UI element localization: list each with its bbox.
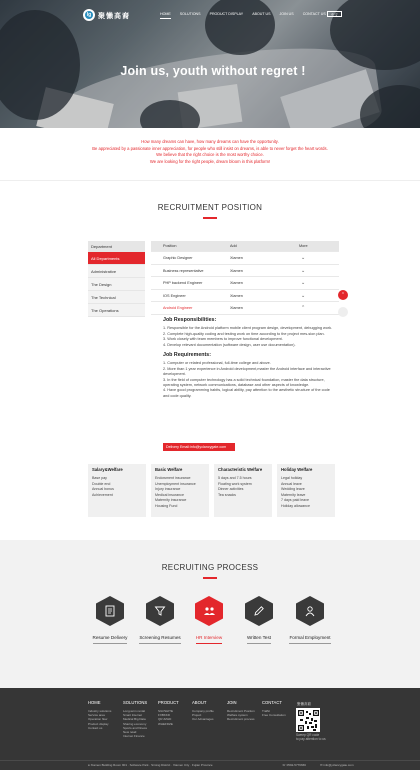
step-label: HR Interview	[196, 635, 222, 644]
position-name: IOS Engineer	[163, 293, 186, 298]
position-name: PHP backend Engineer	[163, 281, 203, 285]
col-position: Position	[163, 244, 177, 248]
intro-text	[0, 139, 420, 165]
step-written-test[interactable]	[233, 596, 285, 644]
welfare-item: Annual leave	[281, 481, 302, 486]
footer-link[interactable]: Smart Internet	[123, 713, 143, 718]
step-label: Written Test	[247, 635, 271, 644]
step-label: Formal Employment	[289, 635, 330, 644]
top-navigation	[0, 0, 420, 30]
footer-link[interactable]: Project	[192, 713, 202, 718]
intro-line: How many dreams can have, how many dreams can have the opportunity.	[141, 139, 279, 144]
footer-col-title[interactable]: CONTACT	[262, 700, 282, 705]
footer-link[interactable]: Company profile	[192, 709, 214, 713]
dept-operations[interactable]: The Operations	[88, 304, 145, 317]
job-detail-panel	[163, 318, 335, 399]
footer-link[interactable]: Welfare system	[227, 713, 248, 718]
menu-solutions[interactable]: SOLUTIONS	[179, 12, 201, 16]
phone-text: 0592-5776666	[286, 763, 306, 767]
col-more: More	[299, 244, 308, 248]
responsibility-item: 3. Work closely with team members to improve functional development.	[163, 337, 283, 342]
step-label: Screening Resumes	[139, 635, 180, 644]
interview-icon	[195, 596, 223, 626]
welfare-item: Legal holiday	[281, 476, 303, 480]
position-name: Android Engineer	[163, 306, 193, 310]
footer-col-title[interactable]: HOME	[88, 700, 101, 705]
footer-link[interactable]: WHEFDZE	[158, 721, 173, 726]
requirement-item: 4. Have good programming habits, logical ability, pay attention to the aesthetic structure of the code and code quality.	[163, 388, 330, 398]
chevron-down-icon[interactable]: ⌄	[301, 280, 306, 286]
footer-link[interactable]: Long-term rental	[123, 709, 146, 713]
footer-link[interactable]: New retail	[123, 730, 137, 735]
language-switch[interactable]: 中文	[327, 11, 342, 17]
address-text: Xiamen Building Room 901 · Software Park · Siming District · Xiamen City · Fujian Province	[90, 763, 213, 767]
dept-technical[interactable]: The Technical	[88, 291, 145, 304]
footer-link[interactable]: Operation flow	[88, 717, 108, 722]
position-location: Xiamen	[230, 256, 243, 260]
footer-link[interactable]: Free Consultation	[262, 713, 286, 718]
welfare-item: 7 days paid leave	[281, 498, 309, 502]
footer-link[interactable]: Internet Finance	[123, 734, 145, 739]
footer-phone	[282, 763, 306, 767]
footer-col-join	[227, 700, 255, 722]
process-title-text: RECRUITING PROCESS	[161, 563, 259, 572]
footer-address	[88, 763, 213, 767]
footer-link[interactable]: Sharing economy	[123, 721, 147, 726]
welfare-item: Dinner activities	[218, 487, 244, 491]
main-menu	[160, 12, 335, 19]
delivery-email-button[interactable]: Delivery Email:info@yclancygate.com	[163, 443, 235, 451]
step-resume-delivery[interactable]	[84, 596, 136, 644]
location-icon: ●	[88, 763, 90, 767]
requirement-item: 2. More than 1 year experience in Android development,master the Android interface and interactive development.	[163, 366, 331, 377]
menu-contact-us[interactable]: CONTACT US	[302, 12, 326, 16]
position-name: Business representative	[163, 268, 204, 273]
requirements-heading: Job Requirements:	[163, 352, 211, 359]
chevron-down-icon[interactable]: ⌄	[301, 292, 306, 299]
footer-col-title[interactable]: ABOUT	[192, 700, 207, 705]
menu-home[interactable]: HOME	[160, 12, 171, 19]
welfare-card-holiday	[277, 464, 335, 517]
qr-caption	[296, 733, 326, 741]
menu-join-us[interactable]: JOIN US	[279, 12, 294, 16]
footer-link[interactable]: Sports and fitness	[123, 725, 148, 730]
footer-col-home	[88, 700, 111, 730]
position-table-header	[151, 241, 339, 252]
float-placeholder[interactable]	[338, 307, 348, 317]
qr-code-icon	[296, 708, 320, 732]
recruitment-title-text: RECRUITMENT POSITION	[157, 203, 263, 212]
welfare-item: Achievement	[92, 492, 113, 497]
footer-col-title[interactable]: PRODUCT	[158, 700, 179, 705]
chevron-down-icon[interactable]: ⌄	[301, 267, 306, 274]
intro-line: Be appreciated by a passionate inner appreciation, for people who still insist on dreams, is able to never forget the heart words.	[92, 145, 328, 151]
welfare-item: Tea snacks	[218, 492, 236, 497]
intro-line: We believe that the right choice is the most worthy choice.	[156, 152, 264, 157]
step-label: Resume Delivery	[93, 635, 128, 644]
footer-link[interactable]: Recruitment process	[227, 717, 255, 722]
phone-icon: ☏	[282, 763, 286, 767]
welfare-item: Base pay	[92, 476, 107, 480]
welfare-card-basic	[151, 464, 209, 517]
welfare-title: Basic Welfare	[155, 467, 183, 472]
position-name: Graphic Designer	[163, 256, 193, 260]
dept-design[interactable]: The Design	[88, 278, 145, 291]
footer-col-title[interactable]: SOLUTIONS	[123, 700, 148, 705]
position-row[interactable]	[151, 277, 339, 290]
footer-link[interactable]: QR ZZHD	[158, 717, 172, 722]
position-row[interactable]	[151, 265, 339, 278]
responsibility-item: 4. Develop relevant documentation (software design, user use documentation).	[163, 342, 296, 347]
position-location: Xiamen	[230, 293, 243, 298]
footer-link[interactable]: Service area	[88, 713, 105, 718]
welfare-item: Housing Fund	[155, 503, 178, 508]
welfare-item: Injury insurance	[155, 487, 181, 491]
footer-link[interactable]: SILI/SHITE	[158, 709, 174, 713]
company-logo[interactable]: lg	[83, 9, 95, 21]
welfare-title: Salary&Welfare	[92, 467, 123, 472]
welfare-title: Characteristic Welfare	[218, 467, 263, 472]
welfare-title: Holiday Welfare	[281, 467, 313, 472]
footer-link[interactable]: Contact us	[88, 725, 103, 730]
position-location: Xiamen	[230, 268, 243, 273]
welfare-item: Wedding leave	[281, 487, 305, 491]
department-sidebar	[88, 241, 145, 317]
welfare-card-characteristic	[214, 464, 272, 517]
welfare-item: Double end	[92, 481, 111, 486]
footer-col-about	[192, 700, 214, 722]
footer-link[interactable]: FXBKKD	[158, 713, 171, 718]
menu-product-display[interactable]: PRODUCT DISPLAY	[209, 12, 244, 16]
recruitment-section-title	[0, 203, 420, 219]
department-header: Department	[88, 241, 145, 252]
position-location: Xiamen	[230, 306, 243, 310]
footer-link[interactable]: Medical Big Data	[123, 717, 146, 722]
footer-link[interactable]: Industry solutions	[88, 709, 112, 713]
welfare-item: Maternity leave	[281, 492, 306, 497]
welfare-item: Maternity insurance	[155, 498, 187, 502]
footer-col-contact	[262, 700, 286, 717]
welfare-item: Holiday allowance	[281, 503, 310, 508]
footer-col-product	[158, 700, 179, 726]
welfare-item: Endowment insurance	[155, 476, 191, 480]
email-text[interactable]: info@yclancygate.com	[323, 763, 354, 767]
intro-line: We are looking for the right people, dream bloom in this platform!	[149, 158, 271, 164]
position-row[interactable]	[151, 252, 339, 265]
process-section-title	[0, 563, 420, 579]
welfare-item: Medical insurance	[155, 492, 184, 497]
footer-link[interactable]: Product display	[88, 721, 109, 726]
pencil-icon	[245, 596, 273, 626]
qr-caption-line: to pay attention to us	[296, 737, 326, 741]
chevron-up-icon[interactable]: ⌃	[301, 305, 306, 311]
title-underline	[203, 577, 217, 579]
document-icon	[96, 596, 124, 626]
section-divider	[0, 180, 420, 181]
menu-about-us[interactable]: ABOUT US	[252, 12, 271, 16]
welfare-card-salary	[88, 464, 146, 517]
position-location: Xiamen	[230, 281, 243, 285]
brand-name: 聚懒高裔	[98, 13, 130, 20]
hero-title: Join us, youth without regret !	[120, 64, 306, 78]
mail-icon: ✉	[320, 763, 323, 767]
footer-link[interactable]: Traffic	[262, 709, 271, 713]
welfare-item: 5 days and 7.5 hours	[218, 476, 252, 480]
qr-caption-line: Sweep QR code	[296, 733, 320, 737]
footer-col-solutions	[123, 700, 147, 738]
welfare-item: Floating work system	[218, 481, 252, 486]
float-top-icon[interactable]: ⌃	[338, 290, 348, 300]
position-row-expanded[interactable]	[151, 302, 339, 315]
filter-icon	[146, 596, 174, 626]
requirement-item: 1. Computer or related professional, full-time college and above.	[163, 361, 271, 366]
position-row[interactable]	[151, 290, 339, 303]
dept-administrative[interactable]: Administrative	[88, 265, 145, 278]
footer-col-title[interactable]: JOIN	[227, 700, 237, 705]
position-table	[151, 241, 339, 315]
footer-bottom-divider	[0, 760, 420, 761]
col-add: Add	[230, 244, 237, 248]
responsibility-item: 1. Responsible for the Android platform mobile client program design, development, debugging work.	[163, 326, 333, 331]
requirement-item: 3. In the field of computer technology has a solid technical foundation, master the data structure, operating system, network communications, database and other aspects of knowledge.	[163, 377, 325, 388]
step-hr-interview[interactable]	[183, 596, 235, 644]
welfare-item: Annual bonus	[92, 487, 114, 491]
responsibility-item: 2. Complete high-quality coding and testing work on time according to the project mes-sion plan.	[163, 331, 325, 336]
dept-all-departments[interactable]: All Departments	[88, 252, 145, 265]
welfare-item: Unemployment insurance	[155, 481, 196, 486]
chevron-down-icon[interactable]: ⌄	[301, 255, 306, 261]
footer-link[interactable]: Recruitment Position	[227, 709, 255, 713]
hero-banner	[0, 0, 420, 128]
qr-title: 聚懒高裔	[297, 702, 311, 706]
title-underline	[203, 217, 217, 219]
footer-email	[320, 763, 354, 767]
step-screening-resumes[interactable]	[134, 596, 186, 644]
footer-link[interactable]: Our Advantages	[192, 717, 214, 722]
responsibilities-heading: Job Responsibilities:	[163, 317, 217, 323]
user-icon	[296, 596, 324, 626]
step-formal-employment[interactable]	[284, 596, 336, 644]
